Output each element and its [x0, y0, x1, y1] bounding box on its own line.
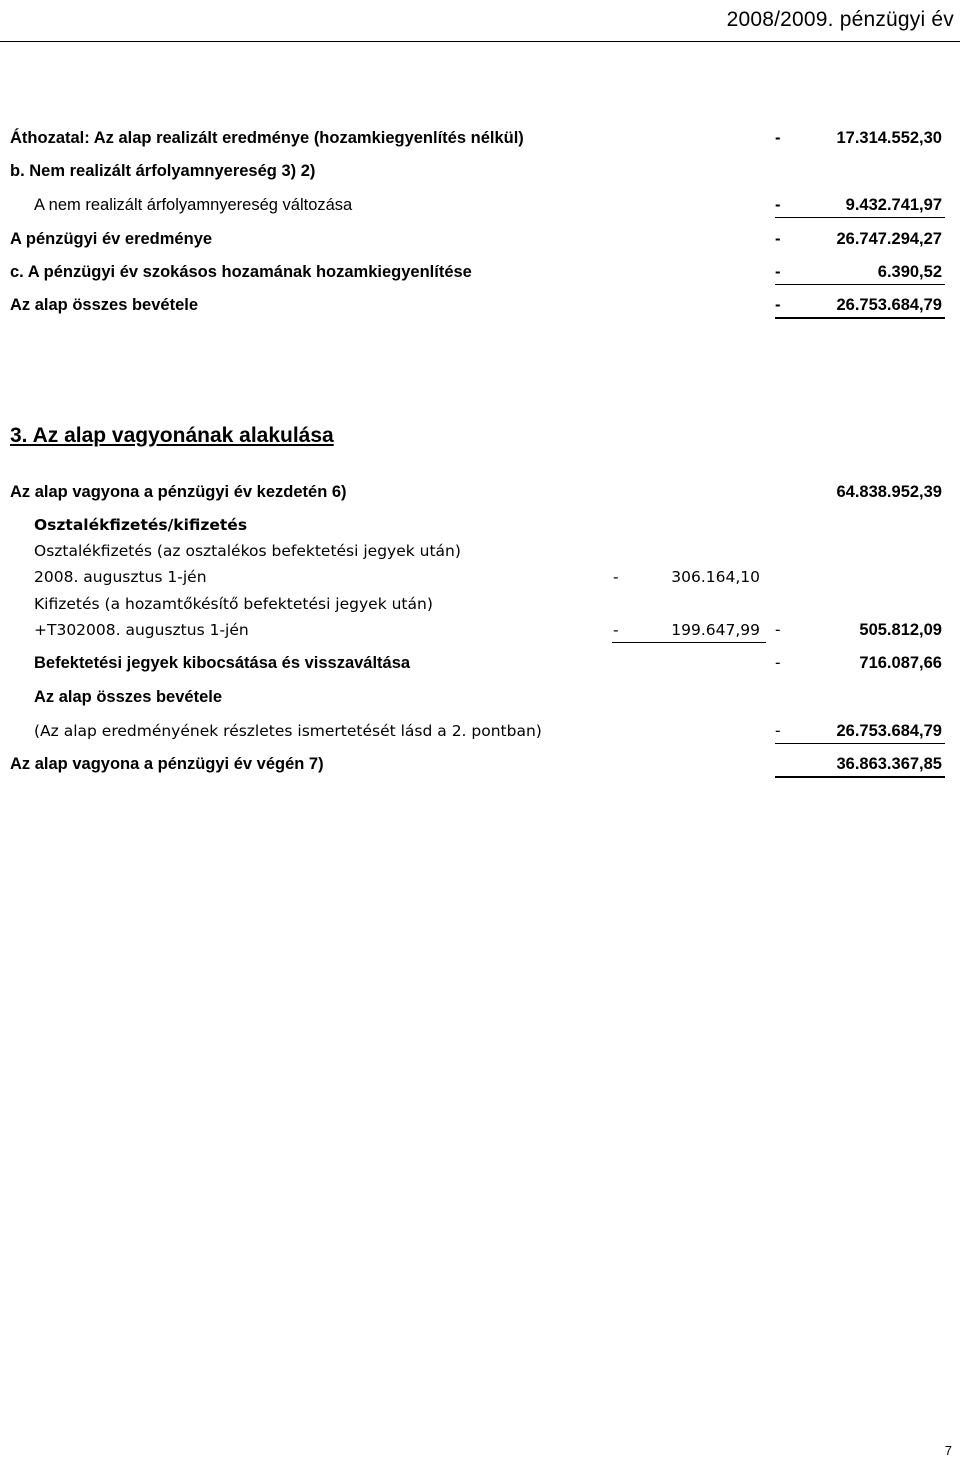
double-underline-closing: [775, 776, 945, 778]
carryover-sign: -: [775, 129, 781, 147]
opening-assets-value: 64.838.952,39: [836, 483, 942, 501]
total-income-sign: -: [775, 296, 781, 314]
closing-assets-value: 36.863.367,85: [836, 755, 942, 773]
underline-yield: [775, 284, 945, 285]
year-result-sign: -: [775, 230, 781, 248]
issue-redemption-sign: -: [775, 654, 781, 672]
total-income-value: 26.753.684,79: [836, 296, 942, 314]
carryover-value: 17.314.552,30: [836, 129, 942, 147]
underline-income: [775, 743, 945, 744]
header-divider: [0, 41, 960, 42]
double-underline-total-income: [775, 317, 945, 319]
dividend-sign: -: [613, 568, 619, 586]
total-income-label: Az alap összes bevétele: [10, 296, 199, 314]
income-value: 26.753.684,79: [836, 722, 942, 740]
payout-total-value: 505.812,09: [859, 621, 942, 639]
dividend-line1: Osztalékfizetés (az osztalékos befektetési jegyek után): [34, 542, 461, 560]
income-sign: -: [775, 722, 781, 740]
unrealized-change-sign: -: [775, 196, 781, 214]
year-result-label: A pénzügyi év eredménye: [10, 230, 213, 248]
unrealized-heading: b. Nem realizált árfolyamnyereség 3) 2): [10, 162, 316, 180]
dividend-value: 306.164,10: [671, 568, 760, 586]
payout-value: 199.647,99: [671, 621, 760, 639]
dividend-heading: Osztalékfizetés/kifizetés: [34, 516, 248, 534]
income-note: (Az alap eredményének részletes ismertetését lásd a 2. pontban): [34, 722, 542, 740]
yield-equalization-value: 6.390,52: [877, 263, 942, 281]
opening-assets-label: Az alap vagyona a pénzügyi év kezdetén 6): [10, 483, 347, 501]
payout-line1: Kifizetés (a hozamtőkésítő befektetési jegyek után): [34, 595, 433, 613]
underline-payout: [612, 642, 766, 643]
page-header-title: 2008/2009. pénzügyi év: [726, 8, 954, 31]
issue-redemption-value: 716.087,66: [859, 654, 942, 672]
year-result-value: 26.747.294,27: [836, 230, 942, 248]
carryover-label: Áthozatal: Az alap realizált eredménye (hozamkiegyenlítés nélkül): [10, 129, 524, 147]
dividend-line2: 2008. augusztus 1-jén: [34, 568, 207, 586]
payout-line2: +T302008. augusztus 1-jén: [34, 621, 249, 639]
underline-unrealized: [775, 217, 945, 218]
payout-total-sign: -: [775, 621, 781, 639]
section-title: 3. Az alap vagyonának alakulása: [10, 424, 334, 447]
unrealized-change-value: 9.432.741,97: [845, 196, 942, 214]
page-number: 7: [944, 1443, 952, 1458]
yield-equalization-sign: -: [775, 263, 781, 281]
closing-assets-label: Az alap vagyona a pénzügyi év végén 7): [10, 755, 324, 773]
unrealized-change-label: A nem realizált árfolyamnyereség változása: [34, 196, 353, 214]
yield-equalization-label: c. A pénzügyi év szokásos hozamának hozamkiegyenlítése: [10, 263, 472, 281]
payout-sign: -: [613, 621, 619, 639]
issue-redemption-label: Befektetési jegyek kibocsátása és visszaváltása: [34, 654, 411, 672]
income-heading: Az alap összes bevétele: [34, 688, 223, 706]
